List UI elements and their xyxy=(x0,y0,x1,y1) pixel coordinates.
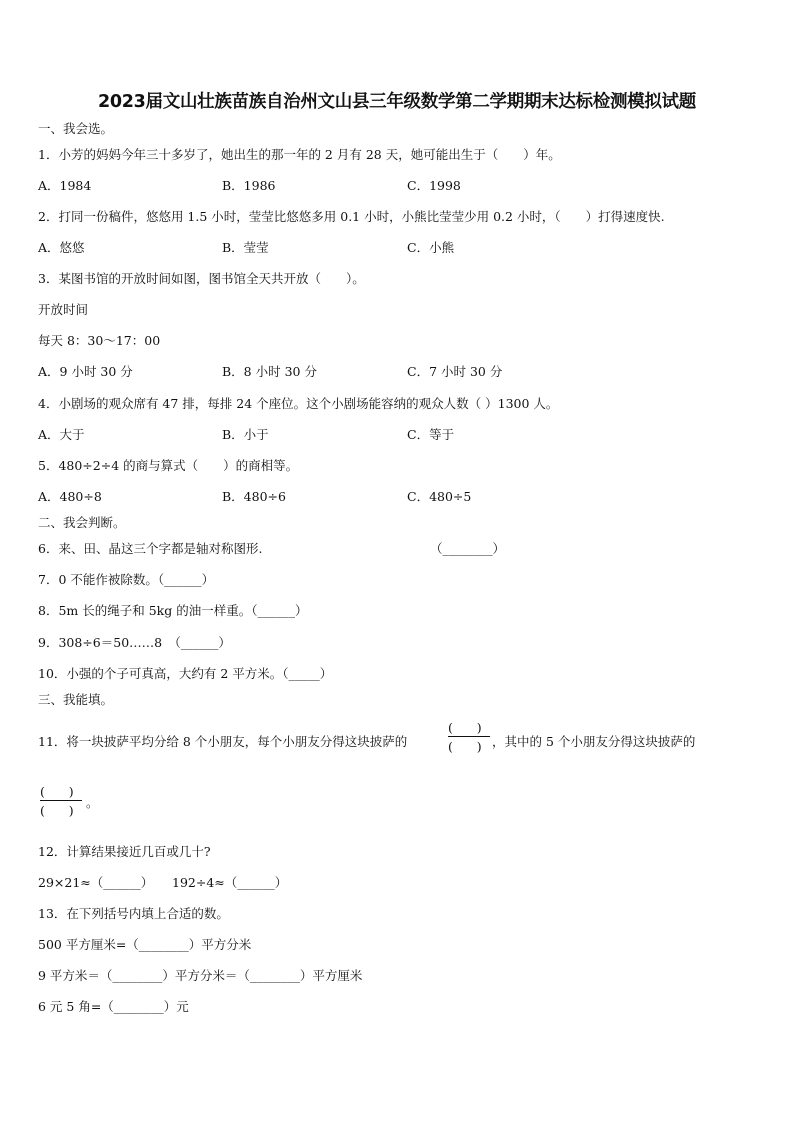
q3-option-b[interactable]: B．8 小时 30 分 xyxy=(222,364,317,379)
question-11-part1: 11．将一块披萨平均分给 8 个小朋友，每个小朋友分得这块披萨的 xyxy=(38,734,408,749)
question-5: 5．480÷2÷4 的商与算式（ ）的商相等。 xyxy=(38,458,299,473)
q4-option-b[interactable]: B．小于 xyxy=(222,427,269,442)
question-2: 2．打同一份稿件，悠悠用 1.5 小时，莹莹比悠悠多用 0.1 小时，小熊比莹莹少用 0.2 小时，（ ）打得速度快. xyxy=(38,209,665,224)
q11-end-mark: 。 xyxy=(86,795,99,810)
q12-expression-1: 29×21≈（______） xyxy=(38,875,154,890)
q2-option-b[interactable]: B．莹莹 xyxy=(222,240,269,255)
q11-fraction-1[interactable] xyxy=(448,720,490,755)
q5-option-c[interactable]: C．480÷5 xyxy=(407,489,472,504)
q11-fraction-1-numerator[interactable]: ( ) xyxy=(448,720,490,737)
q12-expression-2: 192÷4≈（______） xyxy=(172,875,288,890)
q4-option-a[interactable]: A．大于 xyxy=(38,427,85,442)
q13-line-2: 9 平方米＝（________）平方分米＝（________）平方厘米 xyxy=(38,968,363,983)
q6-answer-blank[interactable]: （________） xyxy=(430,541,506,556)
question-8: 8．5m 长的绳子和 5kg 的油一样重。（______） xyxy=(38,603,308,618)
page-title: 2023届文山壮族苗族自治州文山县三年级数学第二学期期末达标检测模拟试题 xyxy=(98,92,696,112)
q1-option-c[interactable]: C．1998 xyxy=(407,178,461,193)
question-3: 3．某图书馆的开放时间如图，图书馆全天共开放（ ）。 xyxy=(38,271,365,286)
section-1-heading: 一、我会选。 xyxy=(38,121,114,136)
question-6: 6．来、田、晶这三个字都是轴对称图形. xyxy=(38,541,263,556)
q2-option-c[interactable]: C．小熊 xyxy=(407,240,455,255)
q5-option-b[interactable]: B．480÷6 xyxy=(222,489,286,504)
question-12: 12．计算结果接近几百或几十? xyxy=(38,844,211,859)
question-13: 13．在下列括号内填上合适的数。 xyxy=(38,906,229,921)
q13-line-3: 6 元 5 角=（________）元 xyxy=(38,999,189,1014)
q11-fraction-1-denominator[interactable]: ( ) xyxy=(448,739,482,754)
question-4: 4．小剧场的观众席有 47 排，每排 24 个座位。这个小剧场能容纳的观众人数（ ）1300 人。 xyxy=(38,396,559,411)
q1-option-a[interactable]: A．1984 xyxy=(38,178,92,193)
q3-hours-value: 每天 8：30～17：00 xyxy=(38,333,161,348)
section-2-heading: 二、我会判断。 xyxy=(38,515,126,530)
q3-option-c[interactable]: C．7 小时 30 分 xyxy=(407,364,503,379)
question-1: 1．小芳的妈妈今年三十多岁了，她出生的那一年的 2 月有 28 天，她可能出生于（ ）年。 xyxy=(38,147,561,162)
question-9: 9．308÷6＝50……8 （______） xyxy=(38,635,231,650)
question-10: 10．小强的个子可真高，大约有 2 平方米。（_____） xyxy=(38,666,333,681)
q3-option-a[interactable]: A．9 小时 30 分 xyxy=(38,364,133,379)
q11-fraction-2[interactable] xyxy=(40,784,82,819)
q4-option-c[interactable]: C．等于 xyxy=(407,427,455,442)
q2-option-a[interactable]: A．悠悠 xyxy=(38,240,85,255)
q11-fraction-2-numerator[interactable]: ( ) xyxy=(40,784,82,801)
q1-option-b[interactable]: B．1986 xyxy=(222,178,276,193)
section-3-heading: 三、我能填。 xyxy=(38,692,114,707)
question-7: 7．0 不能作被除数。（______） xyxy=(38,572,215,587)
q13-line-1: 500 平方厘米=（________）平方分米 xyxy=(38,937,252,952)
question-11-part2: ，其中的 5 个小朋友分得这块披萨的 xyxy=(492,734,696,749)
q11-fraction-2-denominator[interactable]: ( ) xyxy=(40,803,74,818)
q3-hours-label: 开放时间 xyxy=(38,302,89,317)
q5-option-a[interactable]: A．480÷8 xyxy=(38,489,102,504)
